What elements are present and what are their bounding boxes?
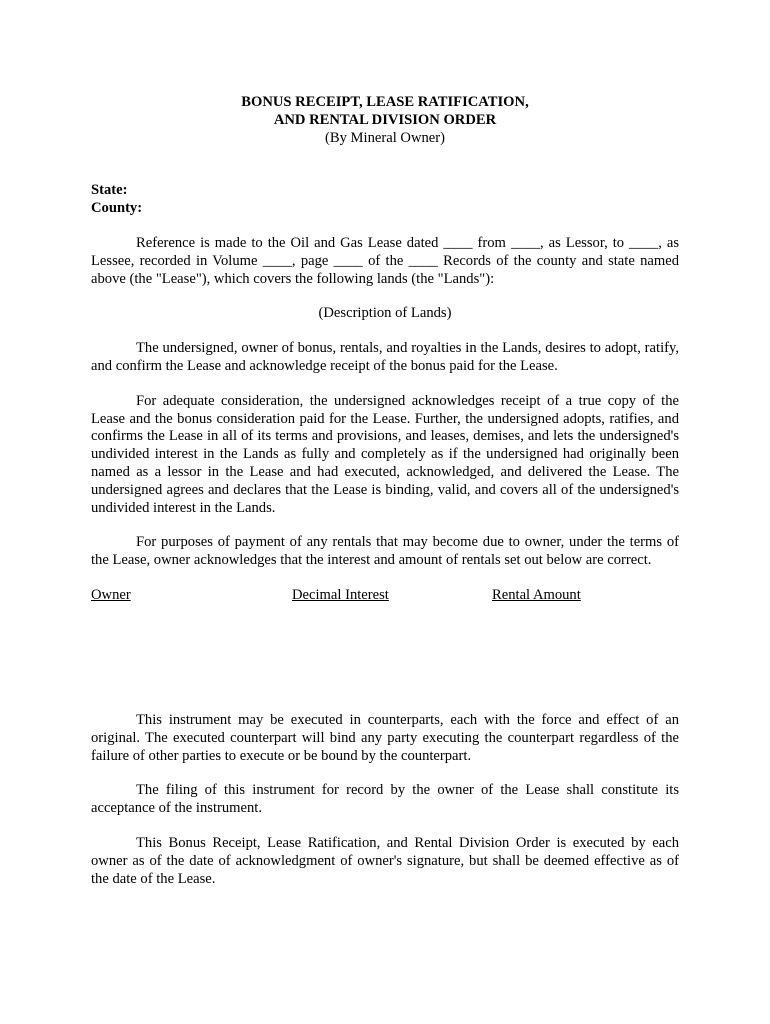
rentals-paragraph: For purposes of payment of any rentals that may become due to owner, under the terms of the Lease, owner acknowledges that the interest and amount of rentals set out below are correct.: [91, 534, 679, 569]
rental-amount-column-header: Rental Amount: [492, 586, 581, 603]
filing-paragraph: The filing of this instrument for record by the owner of the Lease shall constitute its acceptance of the instrument.: [91, 782, 679, 817]
document-title-line-1: BONUS RECEIPT, LEASE RATIFICATION,: [241, 94, 529, 110]
reference-paragraph: Reference is made to the Oil and Gas Lease dated ____ from ____, as Lessor, to ____, as Lessee, recorded in Volume ____, page ____ of the ____ Records of the county and state named above (the "Lease"), which covers the following lands (the "Lands"):: [91, 234, 679, 287]
undersigned-paragraph: The undersigned, owner of bonus, rentals, and royalties in the Lands, desires to adopt, ratify, and confirm the Lease and acknowledge receipt of the bonus paid for the Lease.: [91, 340, 679, 374]
counterparts-paragraph: This instrument may be executed in counterparts, each with the force and effect of an original. The executed counterpart will bind any party executing the counterpart regardless of the failure of other parties to execute or be bound by the counterpart.: [91, 711, 679, 764]
owner-column-header: Owner: [91, 586, 131, 603]
county-label: County:: [91, 200, 143, 217]
document-title-line-2: AND RENTAL DIVISION ORDER: [273, 111, 497, 128]
decimal-interest-column-header: Decimal Interest: [292, 586, 389, 603]
rental-table-header: [91, 587, 679, 605]
description-of-lands: (Description of Lands): [318, 305, 452, 322]
state-label: State:: [91, 182, 128, 199]
document-subtitle: (By Mineral Owner): [325, 129, 445, 146]
document-page: [91, 94, 679, 888]
rental-table-body: [91, 605, 679, 712]
effective-date-paragraph: This Bonus Receipt, Lease Ratification, and Rental Division Order is executed by each owner as of the date of acknowledgment of owner's signature, but shall be deemed effective as of the date of the Lease.: [91, 834, 679, 887]
consideration-paragraph: For adequate consideration, the undersigned acknowledges receipt of a true copy of the Lease and the bonus consideration paid for the Lease. Further, the undersigned adopts, ratifies, and confirms the Lease in all of its terms and provisions, and leases, demises, and lets the undersigned's undivided interest in the Lands as fully and completely as if the undersigned had originally been named as a lessor in the Lease and had executed, acknowledged, and delivered the Lease. The undersigned agrees and declares that the Lease is binding, valid, and covers all of the undersigned's undivided interest in the Lands.: [91, 392, 679, 516]
